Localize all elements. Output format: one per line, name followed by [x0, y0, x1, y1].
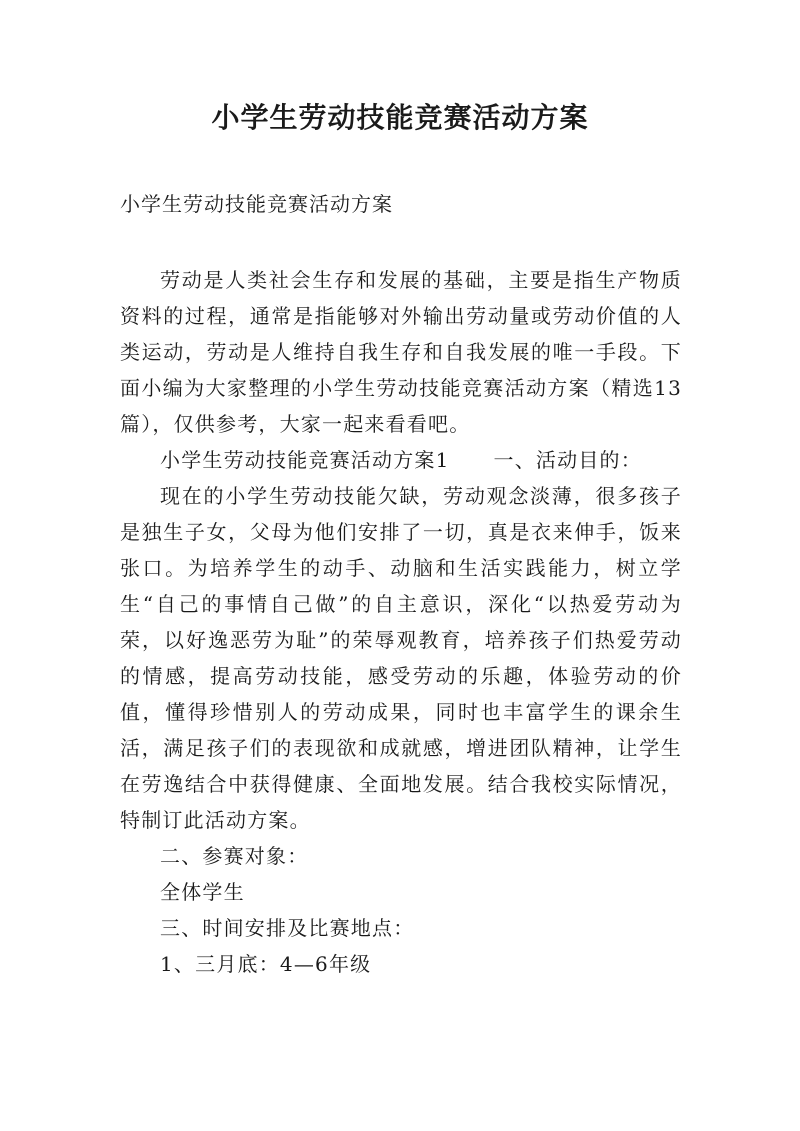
participants-heading: 二、参赛对象：	[160, 844, 309, 868]
document-body	[120, 262, 682, 982]
document-subtitle: 小学生劳动技能竞赛活动方案	[120, 192, 393, 216]
purpose-paragraph: 现在的小学生劳动技能欠缺，劳动观念淡薄，很多孩子是独生子女，父母为他们安排了一切，真是衣来伸手，饭来张口。为培养学生的动手、动脑和生活实践能力，树立学生“自己的事情自己做”的自主意识，深化“以热爱劳动为荣，以好逸恶劳为耻”的荣辱观教育，培养孩子们热爱劳动的情感，提高劳动技能，感受劳动的乐趣，体验劳动的价值，懂得珍惜别人的劳动成果，同时也丰富学生的课余生活，满足孩子们的表现欲和成就感，增进团队精神，让学生在劳逸结合中获得健康、全面地发展。结合我校实际情况，特制订此活动方案。	[120, 484, 682, 832]
section-1-line	[120, 442, 682, 478]
section-1-heading: 小学生劳动技能竞赛活动方案1	[160, 448, 450, 472]
participants-content: 全体学生	[160, 880, 245, 904]
schedule-heading: 三、时间安排及比赛地点：	[160, 916, 415, 940]
purpose-heading: 一、活动目的：	[493, 448, 642, 472]
schedule-line-1: 1、三月底：4—6年级	[160, 952, 372, 976]
intro-paragraph: 劳动是人类社会生存和发展的基础，主要是指生产物质资料的过程，通常是指能够对外输出劳动量或劳动价值的人类运动，劳动是人维持自我生存和自我发展的唯一手段。下面小编为大家整理的小学生劳动技能竞赛活动方案（精选13篇），仅供参考，大家一起来看看吧。	[120, 268, 682, 436]
document-title: 小学生劳动技能竞赛活动方案	[211, 101, 589, 134]
